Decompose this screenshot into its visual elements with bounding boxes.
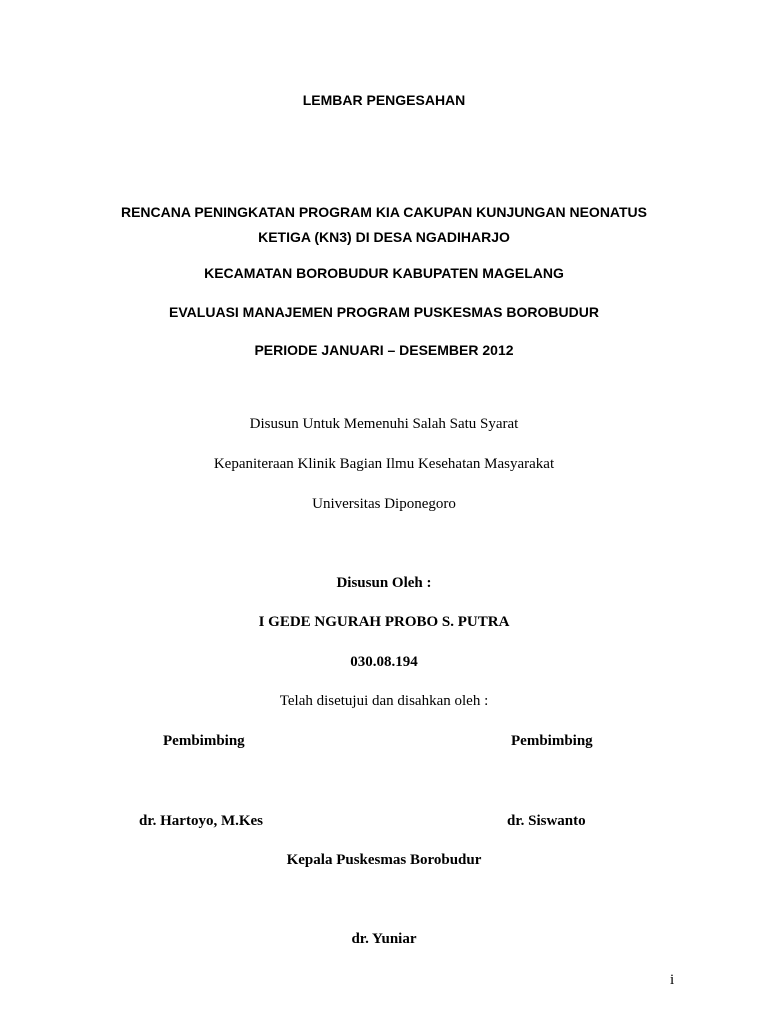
purpose-line-1: Disusun Untuk Memenuhi Salah Satu Syarat xyxy=(249,416,519,432)
supervisor-1-name: dr. Hartoyo, M.Kes xyxy=(139,813,264,829)
page-heading: LEMBAR PENGESAHAN xyxy=(302,92,466,108)
supervisor-2-name: dr. Siswanto xyxy=(507,813,586,829)
head-role: Kepala Puskesmas Borobudur xyxy=(286,852,482,868)
author-id: 030.08.194 xyxy=(350,654,418,670)
purpose-line-3: Universitas Diponegoro xyxy=(312,496,456,512)
supervisor-1-role: Pembimbing xyxy=(163,733,245,749)
head-name: dr. Yuniar xyxy=(351,931,417,947)
purpose-line-2: Kepaniteraan Klinik Bagian Ilmu Kesehatan Masyarakat xyxy=(213,456,555,472)
supervisor-2-role: Pembimbing xyxy=(511,733,593,749)
title-line-4: EVALUASI MANAJEMEN PROGRAM PUSKESMAS BOROBUDUR xyxy=(169,304,599,320)
page-number: i xyxy=(670,972,675,988)
title-line-5: PERIODE JANUARI – DESEMBER 2012 xyxy=(254,342,514,358)
author-label: Disusun Oleh : xyxy=(336,575,432,591)
approval-text: Telah disetujui dan disahkan oleh : xyxy=(279,693,489,709)
author-name: I GEDE NGURAH PROBO S. PUTRA xyxy=(258,614,510,630)
title-line-1: RENCANA PENINGKATAN PROGRAM KIA CAKUPAN KUNJUNGAN NEONATUS xyxy=(120,204,648,220)
title-line-2: KETIGA (KN3) DI DESA NGADIHARJO xyxy=(258,229,510,245)
title-line-3: KECAMATAN BOROBUDUR KABUPATEN MAGELANG xyxy=(204,265,564,281)
